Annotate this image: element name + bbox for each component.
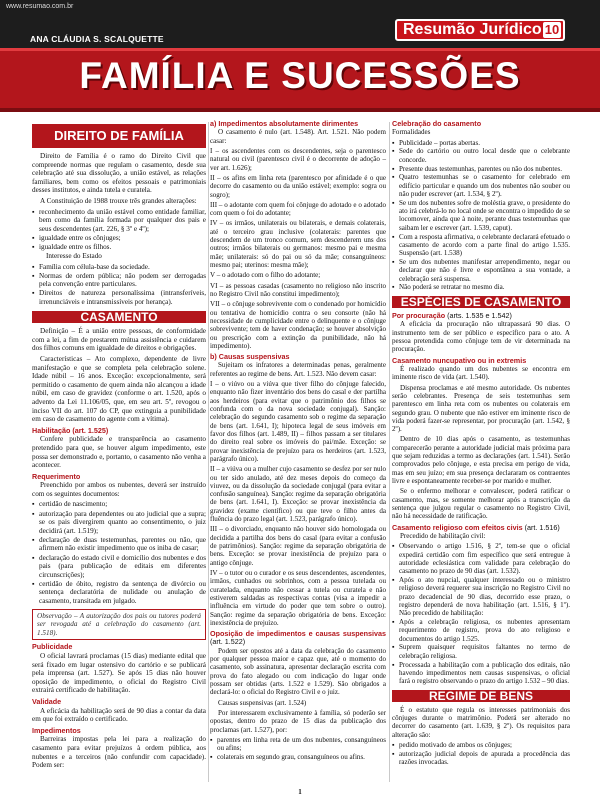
list-item: III – o divorciado, enquanto não houver sido homologada ou decidida a partilha dos bens do casal (para evitar a confusão de patrimônios). Sanção: regime da separação obrigatória de bens. Exceção: se provar inexistência de prejuízo para o antigo cônjuge. xyxy=(210,525,386,567)
paragraph: Se o enfermo melhorar e convalescer, poderá ratificar o casamento, mas, se somente melhorar após a transcrição da sentença que julgou regular o casamento no Registro Civil, não há necessidade de ratificação. xyxy=(392,487,570,521)
list-item: ▪ Com a resposta afirmativa, o celebrante declarará efetuado o casamento de acordo com a parte final do artigo 1.535. Suspensão (art. 1.538) xyxy=(392,233,570,258)
title-banner xyxy=(0,48,600,112)
intro-paragraph: Direito de Família é o ramo do Direito Civil que compreende normas que regulam o casamento, desde sua celebração até sua dissolução, a união estável, as relações familiares, bem como os efeitos pessoais e patrimoniais desses institutos, e ainda tutela e curatela. xyxy=(32,152,206,195)
page-title: FAMÍLIA E SUCESSÕES xyxy=(79,55,521,96)
list-item: ▪ certidão de óbito, registro da sentença de divórcio ou sentença declaratória de nulidade ou anulação de casamento, transitada em julgado. xyxy=(32,580,206,606)
top-banner xyxy=(0,0,600,48)
subheading-oposicao xyxy=(210,630,386,647)
paragraph: Precedido de habilitação civil: xyxy=(400,531,486,540)
list-item: ▪ declaração de duas testemunhas, parentes ou não, que afirmem não existir impedimento que os iniba de casar; xyxy=(32,536,206,553)
column-1 xyxy=(32,120,206,772)
column-divider xyxy=(208,122,209,782)
section-heading-regime-bens: REGIME DE BENS xyxy=(392,690,570,702)
list-item: VII – o cônjuge sobrevivente com o condenado por homicídio ou tentativa de homicídio contra o seu consorte (não há necessidade de cumplicidade entre o delinquente e o cônjuge sobrevivente; tem de haver condenação; se houver absolvição ou prescrição com a extinção da punibilidade, não há impedimento). xyxy=(210,300,386,350)
section-heading-especies: ESPÉCIES DE CASAMENTO xyxy=(392,296,570,308)
subheading-causas-suspensivas: b) Causas suspensivas xyxy=(210,352,290,362)
list-item: ▪ Presente duas testemunhas, parentes ou não dos nubentes. xyxy=(392,165,570,173)
publicidade-paragraph: O oficial lavrará proclamas (15 dias) mediante edital que será fixado em lugar ostensivo do cartório e se publicará pela imprensa (art. 1.527). Se após 15 dias não houver oposição de impedimento, o oficial do Registro Civil extrairá certificado de habilitação. xyxy=(32,651,206,695)
list-item: ▪ reconhecimento da união estável como entidade familiar, bem como da família formada por qualquer dos pais e seus descendentes (art. 226, § 3º e 4º); xyxy=(32,208,206,234)
list-item: ▪ parentes em linha reta de um dos nubentes, consanguíneos ou afins; xyxy=(210,736,386,753)
definition-paragraph: Definição – É a união entre pessoas, de conformidade com a lei, a fim de prestarem mútua assistência e cuidarem dos filhos comuns em igualdade de direitos e obrigações. xyxy=(32,327,206,353)
list-item: ▪ Família com célula-base da sociedade. xyxy=(32,263,206,272)
article-ref: (art. 1.516) xyxy=(524,522,560,532)
section-heading-casamento: CASAMENTO xyxy=(32,311,206,324)
list-item: V – o adotado com o filho do adotante; xyxy=(210,271,321,280)
paragraph: Dispensa proclamas e até mesmo autoridade. Os nubentes serão celebrantes. Presença de seis testemunhas sem parentesco em linha reta com os nubentes ou colaterais em segundo grau. O nubente que não estiver em iminente risco de vida poderá fazer-se representar, por procuração (art. 1.542, § 2º). xyxy=(392,383,570,434)
article-ref: (art. 1.522) xyxy=(210,637,246,647)
paragraph: É o estatuto que regula os interesses patrimoniais dos cônjuges durante o matrimônio. Poderá ser alterado no decorrer do casamento (art. 1.639, § 2º). Os requisitos para alteração são: xyxy=(392,705,570,739)
list-item: IV – os irmãos, unilaterais ou bilaterais, e demais colaterais, até o terceiro grau inclusive (colaterais: parentes que descendem de um tronco comum, sem descenderem uns dos outros; irmãos bilaterais ou germanos: mesmo pai e mesma mãe; unilaterais: só do pai ou só da mãe; consanguíneos: mesmo pai; uterinos: mesma mãe); xyxy=(210,219,386,269)
list-item: IV – o tutor ou o curador e os seus descendentes, ascendentes, irmãos, cunhados ou sobrinhos, com a pessoa tutelada ou curatelada, enquanto não cessar a tutela ou curatela e não estiverem saldadas as respectivas contas (visa a impedir a influência em virtude do poder que tem sobre o outro). Sanção: regime da separação obrigatória de bens. Exceção: inexistência de prejuízo. xyxy=(210,568,386,627)
subheading-religioso xyxy=(392,524,570,532)
site-url: www.resumao.com.br xyxy=(6,3,74,10)
paragraph: Dentro de 10 dias após o casamento, as testemunhas comparecerão perante a autoridade judicial mais próxima para que sejam reduzidas a termo as declarações (art. 1.541). Serão comprovados pelo cônjuge, e esta precisa em perigo de vida, mas em seu juízo; em sua presença declararam os contraentes livre e espontaneamente receber-se por marido e mulher. xyxy=(392,435,570,485)
subheading-nuncupativo: Casamento nuncupativo ou in extremis xyxy=(392,355,527,365)
validade-paragraph: A eficácia da habilitação será de 90 dias a contar da data em que foi extraído o certificado. xyxy=(32,706,206,724)
list-item: ▪ autorização judicial depois de apurada a procedência das razões invocadas. xyxy=(392,750,570,767)
series-badge xyxy=(395,19,565,41)
causas-list xyxy=(210,736,386,761)
subheading-procuracao xyxy=(392,312,570,320)
subheading-publicidade: Publicidade xyxy=(32,642,73,652)
paragraph: É realizado quando um dos nubentes se encontra em iminente risco de vida (art. 1.540). xyxy=(392,364,570,382)
list-item: ▪ Processada a habilitação com a publicação dos editais, não havendo impedimentos nem causas suspensivas, o oficial fará o registro observando o prazo do artigo 1.532 – 90 dias. xyxy=(392,661,570,686)
habilitacao-paragraph: Confere publicidade e transparência ao casamento pretendido para que, se houver algum impedimento, este possa ser demonstrado e, portanto, o casamento não venha a acontecer. xyxy=(32,435,206,470)
subheading-celebracao: Celebração do casamento xyxy=(392,119,482,128)
list-item: ▪ certidão de nascimento; xyxy=(32,500,206,509)
subheading-text: Por procuração xyxy=(392,311,446,321)
list-item: II – a viúva ou a mulher cujo casamento se desfez por ser nulo ou ter sido anulado, até dez meses depois do começo da viuvez, ou da dissolução da sociedade conjugal (para evitar a confusão sanguínea). Sanção: regime da separação obrigatória de bens (art. 1.641, I). Exceção: se provar inexistência da gravidez (exame científico) ou que teve o filho antes da fluência do prazo legal (art. 1.523, parágrafo único). xyxy=(210,465,386,524)
list-item: ▪ igualdade entre os cônjuges; xyxy=(32,234,206,243)
principles-title: Interesse do Estado xyxy=(46,252,102,261)
requerimento-list xyxy=(32,500,206,605)
cf-list xyxy=(32,208,206,252)
page-number: 1 xyxy=(298,788,302,796)
list-item: ▪ colaterais em segundo grau, consanguíneos ou afins. xyxy=(210,753,386,761)
religioso-list xyxy=(392,542,570,685)
subheading-text: Casamento religioso com efeitos civis xyxy=(392,522,523,532)
subheading-requerimento: Requerimento xyxy=(32,471,81,481)
paragraph: Causas suspensivas (art. 1.524) xyxy=(218,698,307,707)
list-item: III – o adotante com quem foi cônjuge do adotado e o adotado com quem o foi do adotante; xyxy=(210,200,386,218)
series-number: 10 xyxy=(544,22,560,37)
paragraph: Sujeitam os infratores a determinadas penas, geralmente referentes ao regime de bens. Art. 1.523. Não devem casar: xyxy=(210,361,386,378)
section-heading-direito-familia: DIREITO DE FAMÍLIA xyxy=(32,124,206,148)
requerimento-paragraph: Preenchido por ambos os nubentes, deverá ser instruído com os seguintes documentos: xyxy=(32,481,206,498)
article-ref: (arts. 1.535 e 1.542) xyxy=(447,311,512,321)
impedimentos-paragraph: Barreiras impostas pela lei para a realização do casamento para evitar prejuízos à ordem pública, aos nubentes e a terceiros (não confundir com capacidade). Podem ser: xyxy=(32,735,206,770)
paragraph: A eficácia da procuração não ultrapassará 90 dias. O instrumento tem de ser público e específico para o ato. A pessoa pretendida como cônjuge tem de vir determinada na procuração. xyxy=(392,320,570,354)
principles-list xyxy=(32,263,206,307)
list-item: ▪ igualdade entre os filhos. xyxy=(32,243,206,252)
formalidades-list xyxy=(392,139,570,292)
list-item: I – os ascendentes com os descendentes, seja o parentesco natural ou civil (parentesco civil é o decorrente de adoção – ver art. 1.626); xyxy=(210,146,386,172)
series-label: Resumão Jurídico xyxy=(403,21,542,38)
list-item: ▪ autorização para dependentes ou ato judicial que a supra; se os pais divergirem quanto ao consentimento, o juiz decidirá (art. 1.519); xyxy=(32,510,206,536)
list-item: ▪ Suprem quaisquer requisitos faltantes no termo de celebração religiosa. xyxy=(392,643,570,660)
subheading-impedimentos-absolutos: a) Impedimentos absolutamente dirimentes xyxy=(210,119,359,128)
subheading-text: Oposição de impedimentos e causas suspensivas xyxy=(210,629,386,639)
list-item: ▪ declaração do estado civil e domicílio dos nubentes e dos pais (para publicação de editais em diferentes circunscrições); xyxy=(32,554,206,580)
list-item: ▪ pedido motivado de ambos os cônjuges; xyxy=(392,741,570,749)
regime-list xyxy=(392,741,570,766)
list-item: ▪ Normas de ordem pública; não podem ser derrogadas pela convenção entre particulares. xyxy=(32,272,206,289)
subheading-habilitacao: Habilitação (art. 1.525) xyxy=(32,425,109,435)
list-item: ▪ Se um dos nubentes manifestar arrependimento, negar ou declarar que não é livre e espontânea a sua vontade, a celebração será suspensa. xyxy=(392,258,570,283)
cf-intro: A Constituição de 1988 trouxe três grandes alterações: xyxy=(40,196,197,205)
list-item: I – o viúvo ou a viúva que tiver filho do cônjuge falecido, enquanto não fizer inventário dos bens do casal e der partilha aos herdeiros (para evitar que o patrimônio dos filhos se confunda com o da nova sociedade conjugal). Sanção: celebração do segundo casamento sob o regime da separação de bens (art. 1.641, I); hipoteca legal de seus imóveis em favor dos filhos (art. 1.489, II) – filhos passam a ser titulares do direito real sobre os imóveis do pai/mãe. Exceção: se provar inexistência de prejuízo para os herdeiros (art. 1.523, parágrafo único). xyxy=(210,380,386,463)
list-item: ▪ Após a celebração religiosa, os nubentes apresentam requerimento de registro, prova do ato religioso e documentos do artigo 1.525. xyxy=(392,618,570,643)
subheading-validade: Validade xyxy=(32,696,62,706)
paragraph: Podem ser opostos até a data da celebração do casamento por qualquer pessoa maior e capaz que, até o momento do casamento, sob assinatura, apresentar declaração escrita com prova do fato alegado ou com indicação do lugar onde possam ser obtidas (arts. 1.522 e 1.529). São obrigados a declará-lo: o oficial do Registro Civil e o juiz. xyxy=(210,646,386,697)
author-name: ANA CLÁUDIA S. SCALQUETTE xyxy=(30,34,164,44)
column-3 xyxy=(392,120,570,767)
characteristics-paragraph: Características – Ato complexo, dependente de livre manifestação e que se completa pela celebração solene. Idade núbil – 16 anos. Exceção: excepcionalmente, será permitido o casamento de quem ainda não alcançou a idade núbil, em caso de gravidez (conforme o art. 1.520, após o advento da Lei 11.106/05, que, em seu art. 5º, revogou o inciso VII do art. 107 do CP, que extinguia a punibilidade em caso de casamento do agente com a vítima). xyxy=(32,354,206,424)
list-item: ▪ Publicidade – portas abertas. xyxy=(392,139,570,147)
list-item: ▪ Após o ato nupcial, qualquer interessado ou o ministro religioso deverá requerer sua inscrição no Registro Civil no prazo decadencial de 90 dias, decorrido esse prazo, o registro dependerá de nova habilitação (art. 1.516, § 1º). Não precedido de habilitação: xyxy=(392,576,570,618)
list-item: VI – as pessoas casadas (casamento no religioso não inscrito no Registro Civil não constitui impedimento); xyxy=(210,281,386,298)
list-item: ▪ Se um dos nubentes sofre de moléstia grave, o presidente do ato irá celebrá-lo no local onde se encontra o impedido de se locomover, ainda que à noite, perante duas testemunhas que saibam ler e escrever (art. 1.539, caput). xyxy=(392,199,570,232)
list-item: ▪ Direitos de natureza personalíssima (intransferíveis, irrenunciáveis e intransmissíveis por herança). xyxy=(32,289,206,306)
observation-box: Observação – A autorização dos pais ou tutores poderá ser revogada até a celebração do casamento (art. 1.518). xyxy=(32,609,206,641)
list-item: ▪ Observando o artigo 1.516, § 2º, tem-se que o oficial expedirá certidão com fim específico que será entregue à autoridade eclesiástica com validade para celebração do casamento no prazo de 90 dias (art. 1.532). xyxy=(392,542,570,575)
subheading-impedimentos: Impedimentos xyxy=(32,725,81,735)
list-item: II – os afins em linha reta (parentesco por afinidade é o que decorre do casamento ou da união estável; exemplo: sogra ou sogro); xyxy=(210,173,386,199)
column-divider xyxy=(389,122,390,782)
paragraph: Por interessarem exclusivamente à família, só poderão ser opostas, dentro do prazo de 15 dias da publicação dos proclamas (art. 1.527), por: xyxy=(210,708,386,734)
formalidades-title: Formalidades xyxy=(392,128,431,137)
column-2 xyxy=(210,120,386,762)
list-item: ▪ Quatro testemunhas se o casamento for celebrado em edifício particular e quando um dos nubentes não souber ou não puder escrever (art. 1.534, § 2º). xyxy=(392,173,570,198)
list-item: ▪ Sede do cartório ou outro local desde que o celebrante concorde. xyxy=(392,147,570,164)
list-item: ▪ Não poderá se retratar no mesmo dia. xyxy=(392,283,570,291)
paragraph: O casamento é nulo (art. 1.548). Art. 1.521. Não podem casar: xyxy=(210,128,386,145)
